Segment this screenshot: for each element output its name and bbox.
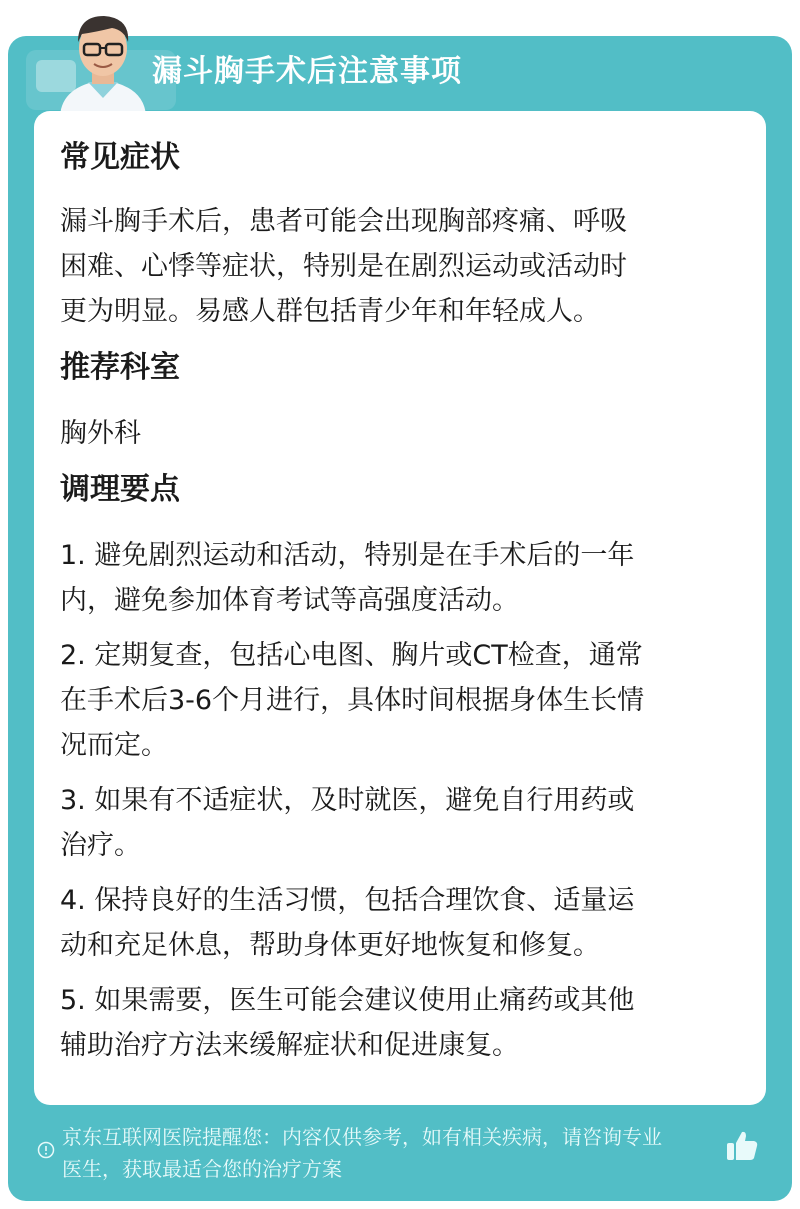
page-title: 漏斗胸手术后注意事项 bbox=[152, 54, 462, 89]
care-item-line: 3. 如果有不适症状，及时就医，避免自行用药或 bbox=[60, 785, 635, 816]
department-text: 胸外科 bbox=[60, 418, 141, 449]
section-heading-department: 推荐科室 bbox=[60, 350, 180, 385]
info-icon bbox=[37, 1141, 55, 1159]
footer-line: 京东互联网医院提醒您：内容仅供参考，如有相关疾病，请咨询专业 bbox=[62, 1125, 662, 1149]
care-item-line: 况而定。 bbox=[60, 730, 168, 761]
care-item-line: 1. 避免剧烈运动和活动，特别是在手术后的一年 bbox=[60, 540, 635, 571]
doctor-avatar-icon bbox=[48, 6, 158, 116]
care-item-line: 4. 保持良好的生活习惯，包括合理饮食、适量运 bbox=[60, 885, 635, 916]
section-heading-care: 调理要点 bbox=[60, 472, 180, 507]
care-item-line: 动和充足休息，帮助身体更好地恢复和修复。 bbox=[60, 930, 600, 961]
footer-line: 医生，获取最适合您的治疗方案 bbox=[62, 1157, 342, 1181]
care-item-line: 在手术后3-6个月进行，具体时间根据身体生长情 bbox=[60, 685, 645, 716]
footer-disclaimer bbox=[62, 1121, 726, 1185]
section-heading-symptoms: 常见症状 bbox=[60, 140, 180, 175]
care-item-line: 2. 定期复查，包括心电图、胸片或CT检查，通常 bbox=[60, 640, 643, 671]
care-item-line: 内，避免参加体育考试等高强度活动。 bbox=[60, 585, 519, 616]
thumbs-up-icon[interactable] bbox=[724, 1128, 760, 1164]
care-item-line: 辅助治疗方法来缓解症状和促进康复。 bbox=[60, 1030, 519, 1061]
symptoms-line: 更为明显。易感人群包括青少年和年轻成人。 bbox=[60, 296, 600, 327]
symptoms-line: 困难、心悸等症状，特别是在剧烈运动或活动时 bbox=[60, 251, 627, 282]
care-item-line: 5. 如果需要，医生可能会建议使用止痛药或其他 bbox=[60, 985, 635, 1016]
care-item-line: 治疗。 bbox=[60, 830, 141, 861]
symptoms-line: 漏斗胸手术后，患者可能会出现胸部疼痛、呼吸 bbox=[60, 206, 627, 237]
